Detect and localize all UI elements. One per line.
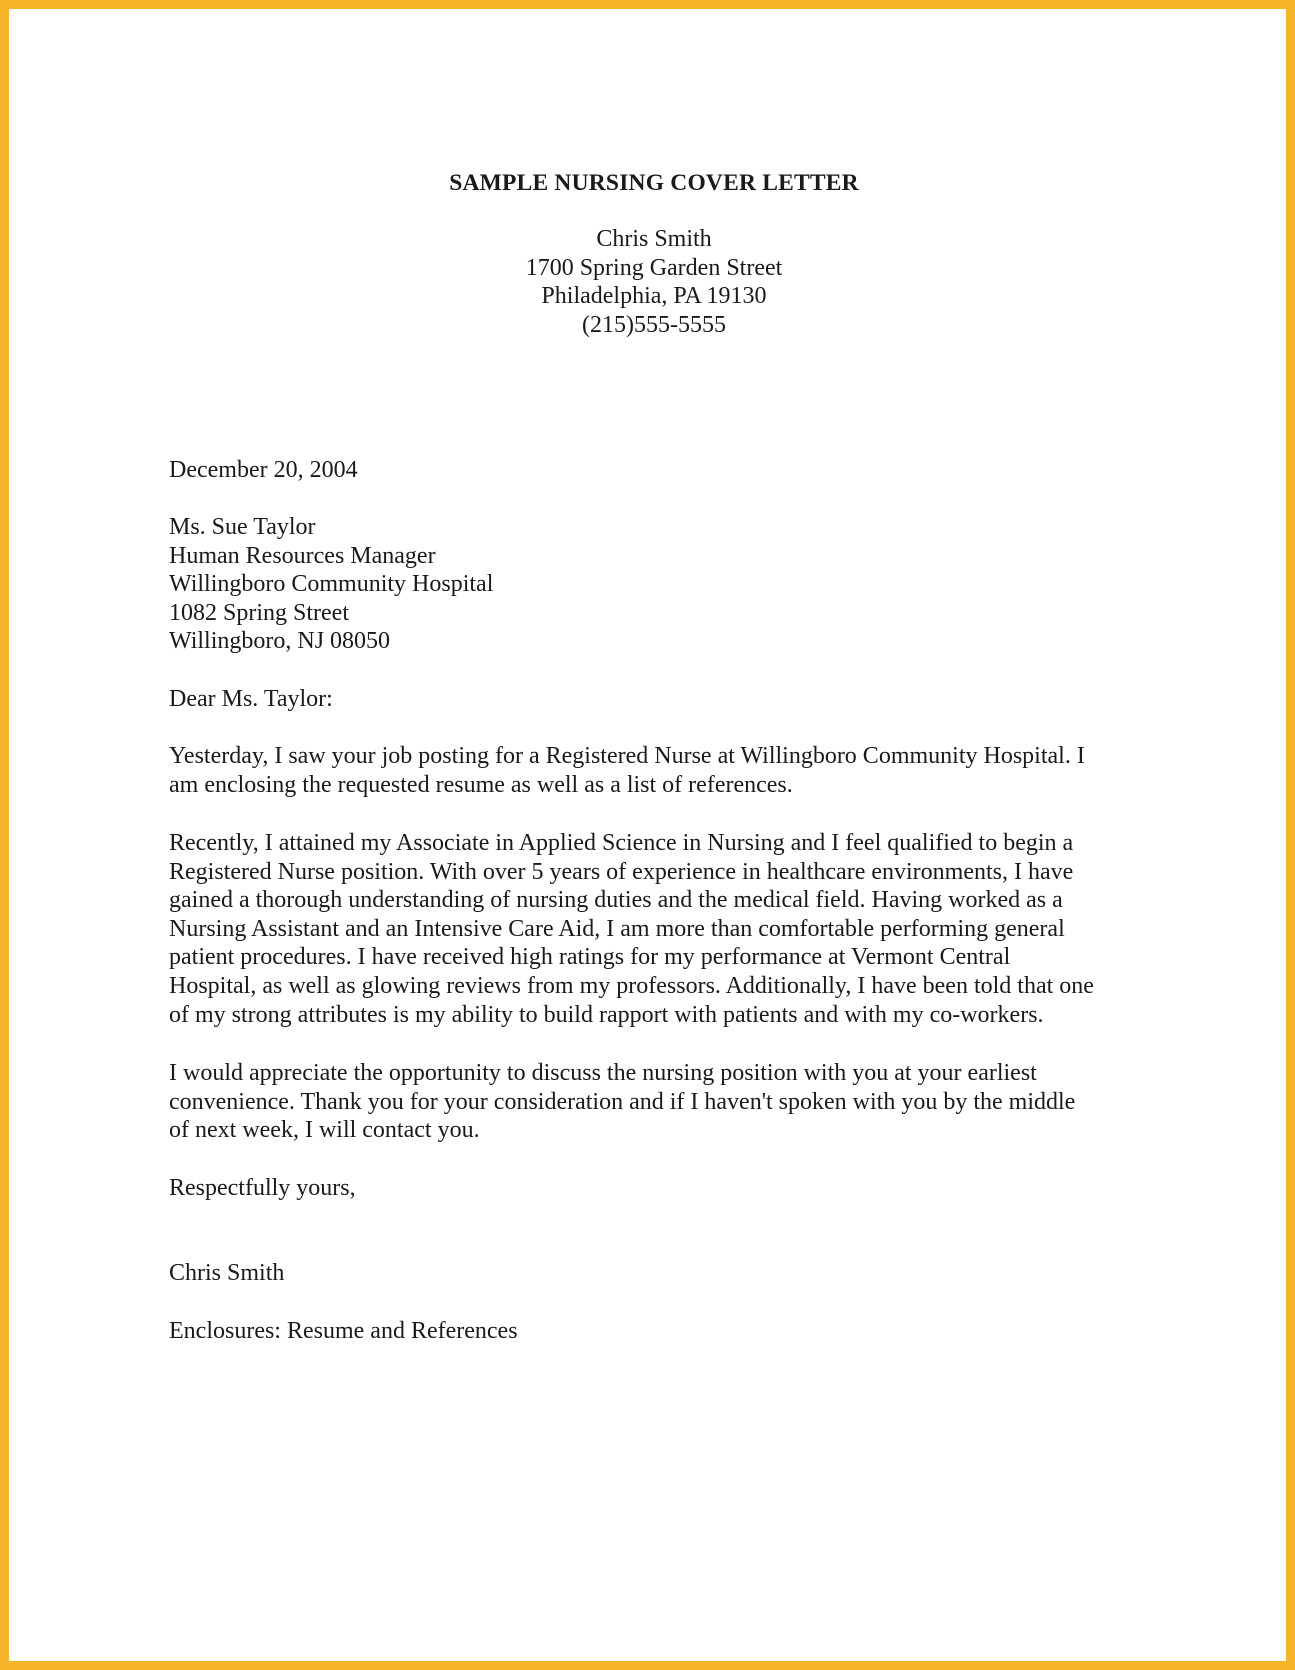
recipient-city: Willingboro, NJ 08050 [169,628,391,655]
paragraph-line: patient procedures. I have received high ratings for my performance at Vermont Central [169,944,1011,971]
paragraph-line: am enclosing the requested resume as well as a list of references. [169,771,793,798]
salutation: Dear Ms. Taylor: [169,686,333,712]
recipient-organization: Willingboro Community Hospital [169,571,494,598]
letter-title: SAMPLE NURSING COVER LETTER [449,170,859,196]
sender-address-block [169,225,1139,339]
sender-name: Chris Smith [596,226,712,252]
paragraph-line: of my strong attributes is my ability to build rapport with patients and with my co-workers. [169,1001,1044,1028]
letter-date: December 20, 2004 [169,457,358,483]
paragraph-line: Nursing Assistant and an Intensive Care Aid, I am more than comfortable performing general [169,915,1065,942]
paragraph-line: of next week, I will contact you. [169,1117,480,1144]
sender-street: 1700 Spring Garden Street [525,254,783,281]
paragraph-line: I would appreciate the opportunity to discuss the nursing position with you at your earliest [169,1060,1037,1086]
enclosures-line: Enclosures: Resume and References [169,1318,518,1344]
recipient-name: Ms. Sue Taylor [169,514,316,540]
sender-phone: (215)555-5555 [582,311,726,338]
recipient-street: 1082 Spring Street [169,599,349,626]
recipient-position: Human Resources Manager [169,542,436,569]
signature-name: Chris Smith [169,1260,285,1286]
body-paragraph-2 [169,829,1094,1029]
paragraph-line: Yesterday, I saw your job posting for a Registered Nurse at Willingboro Community Hospital. I [169,743,1085,769]
paragraph-line: gained a thorough understanding of nursing duties and the medical field. Having worked as a [169,887,1063,914]
paragraph-line: convenience. Thank you for your consideration and if I haven't spoken with you by the middle [169,1088,1076,1115]
body-paragraph-1 [169,742,1085,799]
sender-city: Philadelphia, PA 19130 [541,283,767,310]
closing: Respectfully yours, [169,1175,356,1201]
paragraph-line: Hospital, as well as glowing reviews from my professors. Additionally, I have been told that one [169,972,1094,999]
recipient-address-block [169,513,493,656]
paragraph-line: Recently, I attained my Associate in Applied Science in Nursing and I feel qualified to begin a [169,830,1074,856]
body-paragraph-3 [169,1059,1075,1145]
paragraph-line: Registered Nurse position. With over 5 years of experience in healthcare environments, I have [169,858,1074,885]
